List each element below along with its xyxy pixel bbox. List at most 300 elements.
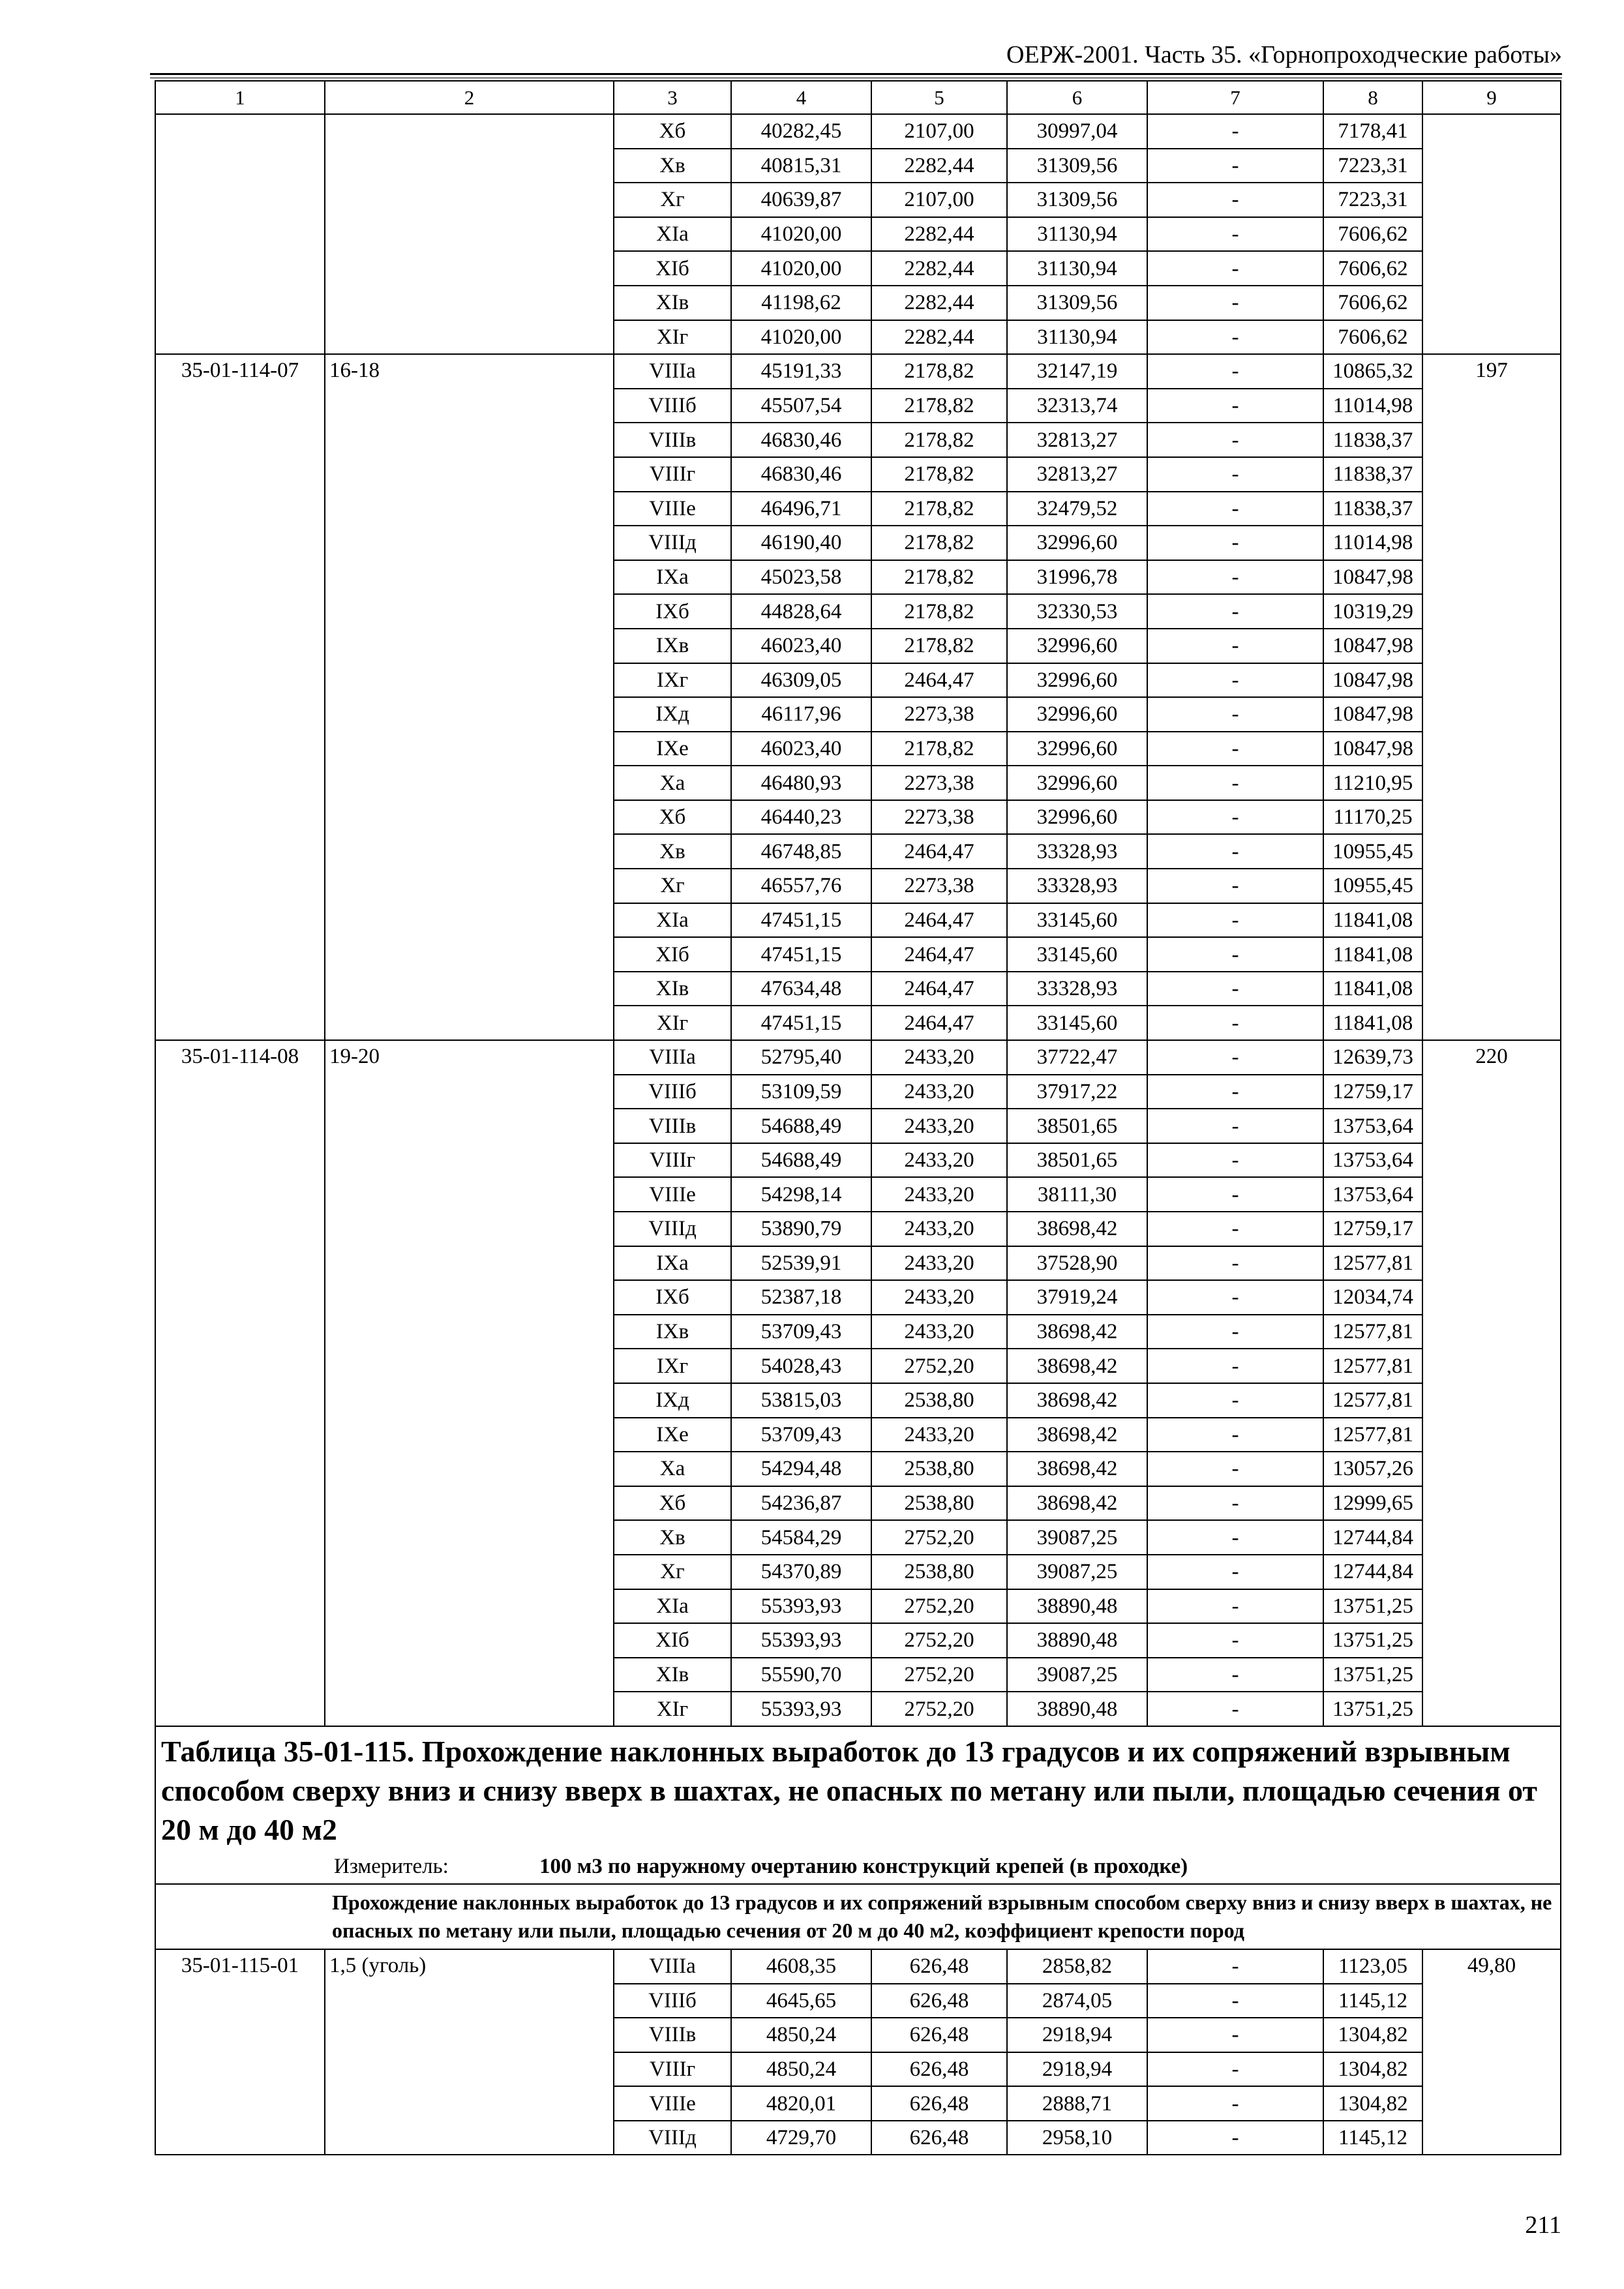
region-code: VIIIд (614, 2121, 731, 2155)
total-cost: 55393,93 (731, 1623, 871, 1658)
region-code: IXг (614, 663, 731, 698)
materials: 12577,81 (1323, 1418, 1422, 1452)
wages: 2282,44 (871, 286, 1007, 320)
wages: 2433,20 (871, 1246, 1007, 1281)
driver-wages: - (1147, 594, 1323, 629)
region-code: Xа (614, 766, 731, 800)
driver-wages: - (1147, 526, 1323, 560)
materials: 11838,37 (1323, 423, 1422, 457)
rates-table (155, 80, 1561, 2155)
materials: 7223,31 (1323, 149, 1422, 183)
total-cost: 55590,70 (731, 1658, 871, 1692)
column-number: 7 (1147, 81, 1323, 114)
materials: 10847,98 (1323, 629, 1422, 663)
driver-wages: - (1147, 149, 1323, 183)
machine-operation: 33145,60 (1007, 1006, 1147, 1040)
machine-operation: 32813,27 (1007, 423, 1147, 457)
table-row (155, 1949, 1561, 1984)
machine-operation: 38698,42 (1007, 1486, 1147, 1521)
region-code: VIIIб (614, 389, 731, 423)
region-code: XIа (614, 903, 731, 938)
rate-code: 35-01-114-07 (155, 354, 325, 1040)
machine-operation: 38890,48 (1007, 1692, 1147, 1726)
labor-cost (1422, 114, 1561, 354)
total-cost: 53815,03 (731, 1383, 871, 1418)
total-cost: 47451,15 (731, 903, 871, 938)
materials: 10955,45 (1323, 834, 1422, 869)
materials: 13057,26 (1323, 1452, 1422, 1486)
materials: 10847,98 (1323, 732, 1422, 766)
wages: 2273,38 (871, 697, 1007, 732)
materials: 12744,84 (1323, 1555, 1422, 1589)
machine-operation: 2918,94 (1007, 2052, 1147, 2087)
driver-wages: - (1147, 492, 1323, 526)
materials: 11841,08 (1323, 903, 1422, 938)
total-cost: 44828,64 (731, 594, 871, 629)
region-code: VIIIг (614, 457, 731, 492)
total-cost: 4645,65 (731, 1984, 871, 2018)
region-code: VIIIд (614, 526, 731, 560)
total-cost: 4850,24 (731, 2018, 871, 2052)
machine-operation: 32996,60 (1007, 526, 1147, 560)
labor-cost: 220 (1422, 1040, 1561, 1726)
materials: 13751,25 (1323, 1658, 1422, 1692)
region-code: Xб (614, 114, 731, 149)
machine-operation: 37919,24 (1007, 1280, 1147, 1315)
total-cost: 41020,00 (731, 251, 871, 286)
total-cost: 47451,15 (731, 1006, 871, 1040)
rate-code: 35-01-114-08 (155, 1040, 325, 1726)
column-number: 3 (614, 81, 731, 114)
materials: 12577,81 (1323, 1383, 1422, 1418)
materials: 10955,45 (1323, 869, 1422, 903)
machine-operation: 31309,56 (1007, 286, 1147, 320)
machine-operation: 32813,27 (1007, 457, 1147, 492)
wages: 626,48 (871, 1949, 1007, 1984)
total-cost: 46480,93 (731, 766, 871, 800)
materials: 1304,82 (1323, 2018, 1422, 2052)
region-code: IXе (614, 732, 731, 766)
total-cost: 55393,93 (731, 1692, 871, 1726)
machine-operation: 32996,60 (1007, 766, 1147, 800)
wages: 2178,82 (871, 423, 1007, 457)
driver-wages: - (1147, 1452, 1323, 1486)
total-cost: 45023,58 (731, 560, 871, 595)
driver-wages: - (1147, 732, 1323, 766)
table-115-description-row (155, 1884, 1561, 1949)
driver-wages: - (1147, 2018, 1323, 2052)
driver-wages: - (1147, 1212, 1323, 1246)
total-cost: 46557,76 (731, 869, 871, 903)
wages: 2273,38 (871, 800, 1007, 835)
wages: 2433,20 (871, 1418, 1007, 1452)
materials: 11841,08 (1323, 1006, 1422, 1040)
column-number: 2 (325, 81, 614, 114)
region-code: IXа (614, 1246, 731, 1281)
total-cost: 54584,29 (731, 1520, 871, 1555)
wages: 2433,20 (871, 1040, 1007, 1075)
region-code: IXг (614, 1349, 731, 1383)
region-code: VIIIа (614, 354, 731, 389)
region-code: Xг (614, 1555, 731, 1589)
table-115-description: Прохождение наклонных выработок до 13 градусов и их сопряжений взрывным способом сверху вниз и снизу вверх в шахтах, не опасных по метану или пыли, площадью сечения от 20 м до 40 м2, коэффициент крепости пород (332, 1890, 1552, 1942)
total-cost: 53890,79 (731, 1212, 871, 1246)
machine-operation: 33328,93 (1007, 834, 1147, 869)
wages: 2178,82 (871, 526, 1007, 560)
total-cost: 46190,40 (731, 526, 871, 560)
machine-operation: 38111,30 (1007, 1177, 1147, 1212)
region-code: VIIIг (614, 2052, 731, 2087)
rock-hardness: 19-20 (325, 1040, 614, 1726)
driver-wages: - (1147, 1109, 1323, 1143)
driver-wages: - (1147, 354, 1323, 389)
region-code: IXа (614, 560, 731, 595)
total-cost: 53709,43 (731, 1315, 871, 1349)
wages: 2464,47 (871, 937, 1007, 972)
driver-wages: - (1147, 251, 1323, 286)
wages: 626,48 (871, 1984, 1007, 2018)
total-cost: 54298,14 (731, 1177, 871, 1212)
materials: 11838,37 (1323, 457, 1422, 492)
driver-wages: - (1147, 697, 1323, 732)
region-code: VIIIд (614, 1212, 731, 1246)
column-number: 4 (731, 81, 871, 114)
materials: 13753,64 (1323, 1177, 1422, 1212)
wages: 2464,47 (871, 972, 1007, 1006)
column-number: 6 (1007, 81, 1147, 114)
materials: 12744,84 (1323, 1520, 1422, 1555)
total-cost: 53709,43 (731, 1418, 871, 1452)
wages: 2433,20 (871, 1315, 1007, 1349)
measure-label: Измеритель: (334, 1854, 449, 1878)
total-cost: 46023,40 (731, 629, 871, 663)
total-cost: 40815,31 (731, 149, 871, 183)
wages: 2752,20 (871, 1520, 1007, 1555)
region-code: XIг (614, 1692, 731, 1726)
wages: 2273,38 (871, 869, 1007, 903)
driver-wages: - (1147, 320, 1323, 355)
driver-wages: - (1147, 1418, 1323, 1452)
machine-operation: 33328,93 (1007, 869, 1147, 903)
total-cost: 54236,87 (731, 1486, 871, 1521)
machine-operation: 32147,19 (1007, 354, 1147, 389)
region-code: Xа (614, 1452, 731, 1486)
total-cost: 41020,00 (731, 217, 871, 252)
wages: 2538,80 (871, 1555, 1007, 1589)
materials: 12034,74 (1323, 1280, 1422, 1315)
header-rule (150, 73, 1562, 75)
machine-operation: 2958,10 (1007, 2121, 1147, 2155)
region-code: XIв (614, 972, 731, 1006)
materials: 7606,62 (1323, 251, 1422, 286)
machine-operation: 32996,60 (1007, 663, 1147, 698)
rate-code (155, 114, 325, 354)
machine-operation: 32479,52 (1007, 492, 1147, 526)
region-code: VIIIе (614, 1177, 731, 1212)
materials: 12577,81 (1323, 1246, 1422, 1281)
machine-operation: 38890,48 (1007, 1589, 1147, 1624)
machine-operation: 38698,42 (1007, 1349, 1147, 1383)
driver-wages: - (1147, 1692, 1323, 1726)
page-header-title: ОЕРЖ-2001. Часть 35. «Горнопроходческие работы» (1006, 41, 1562, 68)
driver-wages: - (1147, 1075, 1323, 1109)
machine-operation: 39087,25 (1007, 1658, 1147, 1692)
machine-operation: 33145,60 (1007, 937, 1147, 972)
region-code: XIб (614, 937, 731, 972)
table-row (155, 114, 1561, 149)
materials: 1145,12 (1323, 2121, 1422, 2155)
driver-wages: - (1147, 972, 1323, 1006)
wages: 2538,80 (871, 1486, 1007, 1521)
total-cost: 46748,85 (731, 834, 871, 869)
materials: 1304,82 (1323, 2052, 1422, 2087)
driver-wages: - (1147, 1555, 1323, 1589)
table-row (155, 354, 1561, 389)
machine-operation: 31130,94 (1007, 251, 1147, 286)
machine-operation: 33328,93 (1007, 972, 1147, 1006)
machine-operation: 37917,22 (1007, 1075, 1147, 1109)
wages: 2752,20 (871, 1349, 1007, 1383)
driver-wages: - (1147, 2052, 1323, 2087)
total-cost: 4608,35 (731, 1949, 871, 1984)
region-code: VIIIб (614, 1075, 731, 1109)
column-number: 9 (1422, 81, 1561, 114)
wages: 2433,20 (871, 1143, 1007, 1178)
wages: 626,48 (871, 2121, 1007, 2155)
driver-wages: - (1147, 937, 1323, 972)
driver-wages: - (1147, 1658, 1323, 1692)
region-code: IXб (614, 1280, 731, 1315)
total-cost: 4820,01 (731, 2086, 871, 2121)
driver-wages: - (1147, 560, 1323, 595)
driver-wages: - (1147, 1589, 1323, 1624)
machine-operation: 38501,65 (1007, 1143, 1147, 1178)
machine-operation: 38698,42 (1007, 1212, 1147, 1246)
materials: 11014,98 (1323, 526, 1422, 560)
materials: 7178,41 (1323, 114, 1422, 149)
machine-operation: 38698,42 (1007, 1315, 1147, 1349)
wages: 2752,20 (871, 1623, 1007, 1658)
wages: 2282,44 (871, 320, 1007, 355)
driver-wages: - (1147, 2121, 1323, 2155)
region-code: XIб (614, 1623, 731, 1658)
machine-operation: 2918,94 (1007, 2018, 1147, 2052)
wages: 2464,47 (871, 663, 1007, 698)
total-cost: 47451,15 (731, 937, 871, 972)
driver-wages: - (1147, 1143, 1323, 1178)
wages: 2752,20 (871, 1692, 1007, 1726)
region-code: XIв (614, 1658, 731, 1692)
materials: 12577,81 (1323, 1349, 1422, 1383)
wages: 2178,82 (871, 629, 1007, 663)
rock-hardness (325, 114, 614, 354)
region-code: VIIIа (614, 1949, 731, 1984)
materials: 10319,29 (1323, 594, 1422, 629)
machine-operation: 31130,94 (1007, 320, 1147, 355)
region-code: VIIIв (614, 2018, 731, 2052)
region-code: XIг (614, 320, 731, 355)
driver-wages: - (1147, 286, 1323, 320)
total-cost: 4850,24 (731, 2052, 871, 2087)
region-code: XIа (614, 217, 731, 252)
driver-wages: - (1147, 389, 1323, 423)
rock-hardness: 1,5 (уголь) (325, 1949, 614, 2155)
total-cost: 46309,05 (731, 663, 871, 698)
driver-wages: - (1147, 1949, 1323, 1984)
machine-operation: 39087,25 (1007, 1555, 1147, 1589)
region-code: VIIIе (614, 492, 731, 526)
total-cost: 45507,54 (731, 389, 871, 423)
driver-wages: - (1147, 903, 1323, 938)
materials: 1304,82 (1323, 2086, 1422, 2121)
total-cost: 46023,40 (731, 732, 871, 766)
wages: 2464,47 (871, 834, 1007, 869)
materials: 13751,25 (1323, 1589, 1422, 1624)
labor-cost: 197 (1422, 354, 1561, 1040)
total-cost: 4729,70 (731, 2121, 871, 2155)
driver-wages: - (1147, 114, 1323, 149)
wages: 2282,44 (871, 217, 1007, 252)
total-cost: 54688,49 (731, 1143, 871, 1178)
wages: 2178,82 (871, 732, 1007, 766)
materials: 12639,73 (1323, 1040, 1422, 1075)
column-number: 8 (1323, 81, 1422, 114)
driver-wages: - (1147, 834, 1323, 869)
driver-wages: - (1147, 1315, 1323, 1349)
driver-wages: - (1147, 629, 1323, 663)
materials: 7606,62 (1323, 286, 1422, 320)
machine-operation: 32313,74 (1007, 389, 1147, 423)
total-cost: 52387,18 (731, 1280, 871, 1315)
total-cost: 46830,46 (731, 423, 871, 457)
machine-operation: 38501,65 (1007, 1109, 1147, 1143)
materials: 11841,08 (1323, 972, 1422, 1006)
materials: 12999,65 (1323, 1486, 1422, 1521)
wages: 2107,00 (871, 183, 1007, 217)
materials: 7223,31 (1323, 183, 1422, 217)
driver-wages: - (1147, 1177, 1323, 1212)
total-cost: 52539,91 (731, 1246, 871, 1281)
region-code: Xб (614, 800, 731, 835)
materials: 12759,17 (1323, 1212, 1422, 1246)
total-cost: 40639,87 (731, 183, 871, 217)
machine-operation: 31130,94 (1007, 217, 1147, 252)
materials: 7606,62 (1323, 217, 1422, 252)
driver-wages: - (1147, 1623, 1323, 1658)
wages: 2178,82 (871, 560, 1007, 595)
driver-wages: - (1147, 766, 1323, 800)
wages: 2538,80 (871, 1452, 1007, 1486)
wages: 2178,82 (871, 457, 1007, 492)
materials: 12759,17 (1323, 1075, 1422, 1109)
materials: 11838,37 (1323, 492, 1422, 526)
driver-wages: - (1147, 1006, 1323, 1040)
total-cost: 41020,00 (731, 320, 871, 355)
table-115-title: Таблица 35-01-115. Прохождение наклонных выработок до 13 градусов и их сопряжений взрывным способом сверху вниз и снизу вверх в шахтах, не опасных по метану или пыли, площадью сечения от 20 м до 40 м2 (161, 1734, 1537, 1846)
region-code: XIг (614, 1006, 731, 1040)
region-code: VIIIв (614, 423, 731, 457)
wages: 2282,44 (871, 251, 1007, 286)
wages: 2538,80 (871, 1383, 1007, 1418)
total-cost: 46440,23 (731, 800, 871, 835)
driver-wages: - (1147, 800, 1323, 835)
total-cost: 45191,33 (731, 354, 871, 389)
materials: 1145,12 (1323, 1984, 1422, 2018)
materials: 10865,32 (1323, 354, 1422, 389)
table-row (155, 1040, 1561, 1075)
machine-operation: 38698,42 (1007, 1418, 1147, 1452)
total-cost: 55393,93 (731, 1589, 871, 1624)
driver-wages: - (1147, 183, 1323, 217)
machine-operation: 2888,71 (1007, 2086, 1147, 2121)
region-code: Xг (614, 869, 731, 903)
region-code: Xв (614, 1520, 731, 1555)
machine-operation: 2874,05 (1007, 1984, 1147, 2018)
machine-operation: 38698,42 (1007, 1383, 1147, 1418)
region-code: IXе (614, 1418, 731, 1452)
machine-operation: 30997,04 (1007, 114, 1147, 149)
total-cost: 40282,45 (731, 114, 871, 149)
region-code: VIIIв (614, 1109, 731, 1143)
materials: 10847,98 (1323, 560, 1422, 595)
driver-wages: - (1147, 2086, 1323, 2121)
table-115-title-row (155, 1726, 1561, 1884)
region-code: Xв (614, 834, 731, 869)
wages: 2752,20 (871, 1589, 1007, 1624)
materials: 7606,62 (1323, 320, 1422, 355)
total-cost: 54688,49 (731, 1109, 871, 1143)
machine-operation: 2858,82 (1007, 1949, 1147, 1984)
machine-operation: 38698,42 (1007, 1452, 1147, 1486)
materials: 13753,64 (1323, 1143, 1422, 1178)
region-code: Xг (614, 183, 731, 217)
driver-wages: - (1147, 1486, 1323, 1521)
wages: 2752,20 (871, 1658, 1007, 1692)
materials: 11210,95 (1323, 766, 1422, 800)
materials: 11841,08 (1323, 937, 1422, 972)
wages: 2433,20 (871, 1075, 1007, 1109)
total-cost: 46830,46 (731, 457, 871, 492)
driver-wages: - (1147, 1246, 1323, 1281)
driver-wages: - (1147, 217, 1323, 252)
measure-value: 100 м3 по наружному очертанию конструкций крепей (в проходке) (539, 1854, 1188, 1878)
machine-operation: 37528,90 (1007, 1246, 1147, 1281)
total-cost: 54028,43 (731, 1349, 871, 1383)
region-code: XIб (614, 251, 731, 286)
machine-operation: 38890,48 (1007, 1623, 1147, 1658)
region-code: IXд (614, 1383, 731, 1418)
region-code: XIв (614, 286, 731, 320)
machine-operation: 33145,60 (1007, 903, 1147, 938)
column-number: 1 (155, 81, 325, 114)
driver-wages: - (1147, 1040, 1323, 1075)
wages: 2178,82 (871, 594, 1007, 629)
wages: 626,48 (871, 2018, 1007, 2052)
wages: 626,48 (871, 2086, 1007, 2121)
column-number-row (155, 81, 1561, 114)
region-code: VIIIа (614, 1040, 731, 1075)
total-cost: 46496,71 (731, 492, 871, 526)
region-code: Xб (614, 1486, 731, 1521)
materials: 13751,25 (1323, 1623, 1422, 1658)
measure-line (161, 1852, 1555, 1881)
rate-code: 35-01-115-01 (155, 1949, 325, 2155)
materials: 11170,25 (1323, 800, 1422, 835)
total-cost: 46117,96 (731, 697, 871, 732)
total-cost: 54370,89 (731, 1555, 871, 1589)
materials: 10847,98 (1323, 663, 1422, 698)
wages: 2282,44 (871, 149, 1007, 183)
